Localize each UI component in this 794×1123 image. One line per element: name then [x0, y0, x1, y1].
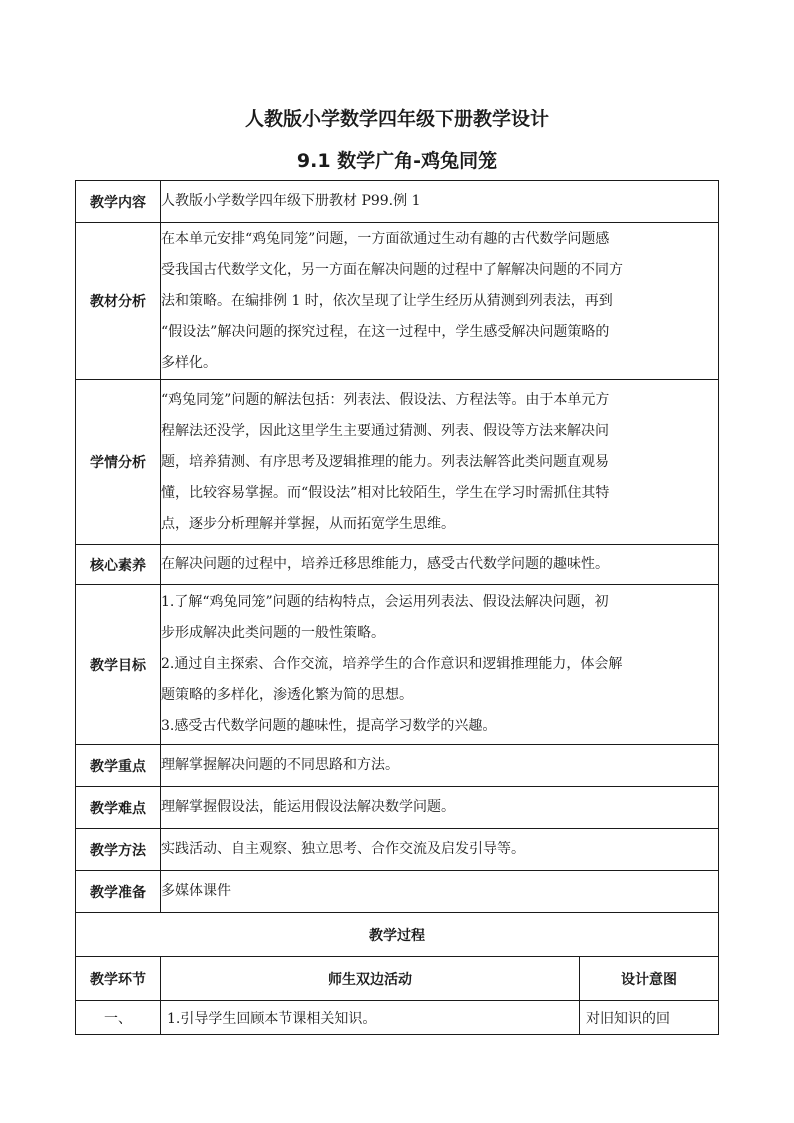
label-teaching-goals: 教学目标 [76, 585, 161, 745]
row-teaching-preparation [76, 871, 719, 913]
process-heading: 教学过程 [76, 913, 719, 957]
text-line: 受我国古代数学文化，另一方面在解决问题的过程中了解解决问题的不同方 [161, 261, 623, 278]
value-teaching-goals [161, 585, 719, 745]
lesson-subtitle: 9.1 数学广角-鸡兔同笼 [296, 150, 498, 172]
text-line: “鸡兔同笼”问题的解法包括：列表法、假设法、方程法等。由于本单元方 [161, 391, 610, 408]
row-teaching-content [76, 181, 719, 223]
stage-cell: 一、 [76, 1001, 161, 1035]
text-line: 人教版小学数学四年级下册教材 P99.例 1 [161, 193, 421, 209]
intent-cell: 对旧知识的回 [580, 1001, 719, 1035]
text-line: 1.了解“鸡兔同笼”问题的结构特点，会运用列表法、假设法解决问题，初 [161, 594, 609, 610]
value-core-literacy [161, 545, 719, 585]
text-line: 理解掌握假设法，能运用假设法解决数学问题。 [161, 799, 455, 815]
row-process-heading [76, 913, 719, 957]
value-student-analysis [161, 380, 719, 545]
label-textbook-analysis: 教材分析 [76, 223, 161, 380]
value-teaching-preparation [161, 871, 719, 913]
column-header-intent: 设计意图 [580, 957, 719, 1001]
value-teaching-methods [161, 829, 719, 871]
row-teaching-goals [76, 585, 719, 745]
text-line: 程解法还没学，因此这里学生主要通过猜测、列表、假设等方法来解决问 [161, 422, 609, 439]
label-core-literacy: 核心素养 [76, 545, 161, 585]
text-line: 3.感受古代数学问题的趣味性，提高学习数学的兴趣。 [161, 718, 497, 734]
document-title: 人教版小学数学四年级下册教学设计 [244, 108, 549, 130]
activity-cell: 1.引导学生回顾本节课相关知识。 [161, 1001, 580, 1035]
text-line: 题，培养猜测、有序思考及逻辑推理的能力。列表法解答此类问题直观易 [161, 453, 609, 470]
label-teaching-preparation: 教学准备 [76, 871, 161, 913]
table-row [76, 1001, 719, 1035]
value-teaching-content [161, 181, 719, 223]
text-line: 在本单元安排“鸡兔同笼”问题，一方面欲通过生动有趣的古代数学问题感 [161, 230, 610, 247]
lesson-plan-table [75, 180, 719, 1035]
text-line: 法和策略。在编排例 1 时，依次呈现了让学生经历从猜测到列表法，再到 [161, 292, 613, 309]
label-teaching-methods: 教学方法 [76, 829, 161, 871]
text-line: 理解掌握解决问题的不同思路和方法。 [161, 757, 399, 773]
text-line: 实践活动、自主观察、独立思考、合作交流及启发引导等。 [161, 841, 525, 857]
row-core-literacy [76, 545, 719, 585]
row-student-analysis [76, 380, 719, 545]
column-header-activities: 师生双边活动 [161, 957, 580, 1001]
label-student-analysis: 学情分析 [76, 380, 161, 545]
label-key-points: 教学重点 [76, 745, 161, 787]
label-difficult-points: 教学难点 [76, 787, 161, 829]
text-line: 点，逐步分析理解并掌握，从而拓宽学生思维。 [161, 515, 455, 532]
value-difficult-points [161, 787, 719, 829]
label-teaching-content: 教学内容 [76, 181, 161, 223]
text-line: 多样化。 [161, 354, 217, 371]
row-process-columns [76, 957, 719, 1001]
row-teaching-methods [76, 829, 719, 871]
value-key-points [161, 745, 719, 787]
value-textbook-analysis [161, 223, 719, 380]
text-line: 多媒体课件 [161, 883, 231, 899]
text-line: 在解决问题的过程中，培养迁移思维能力，感受古代数学问题的趣味性。 [161, 556, 609, 572]
text-line: “假设法”解决问题的探究过程，在这一过程中，学生感受解决问题策略的 [161, 323, 610, 340]
text-line: 题策略的多样化，渗透化繁为简的思想。 [161, 687, 413, 703]
text-line: 懂，比较容易掌握。而“假设法”相对比较陌生，学生在学习时需抓住其特 [161, 484, 610, 501]
row-key-points [76, 745, 719, 787]
row-textbook-analysis [76, 223, 719, 380]
column-header-stage: 教学环节 [76, 957, 161, 1001]
row-difficult-points [76, 787, 719, 829]
text-line: 步形成解决此类问题的一般性策略。 [161, 625, 385, 641]
text-line: 2.通过自主探索、合作交流，培养学生的合作意识和逻辑推理能力，体会解 [161, 656, 623, 672]
